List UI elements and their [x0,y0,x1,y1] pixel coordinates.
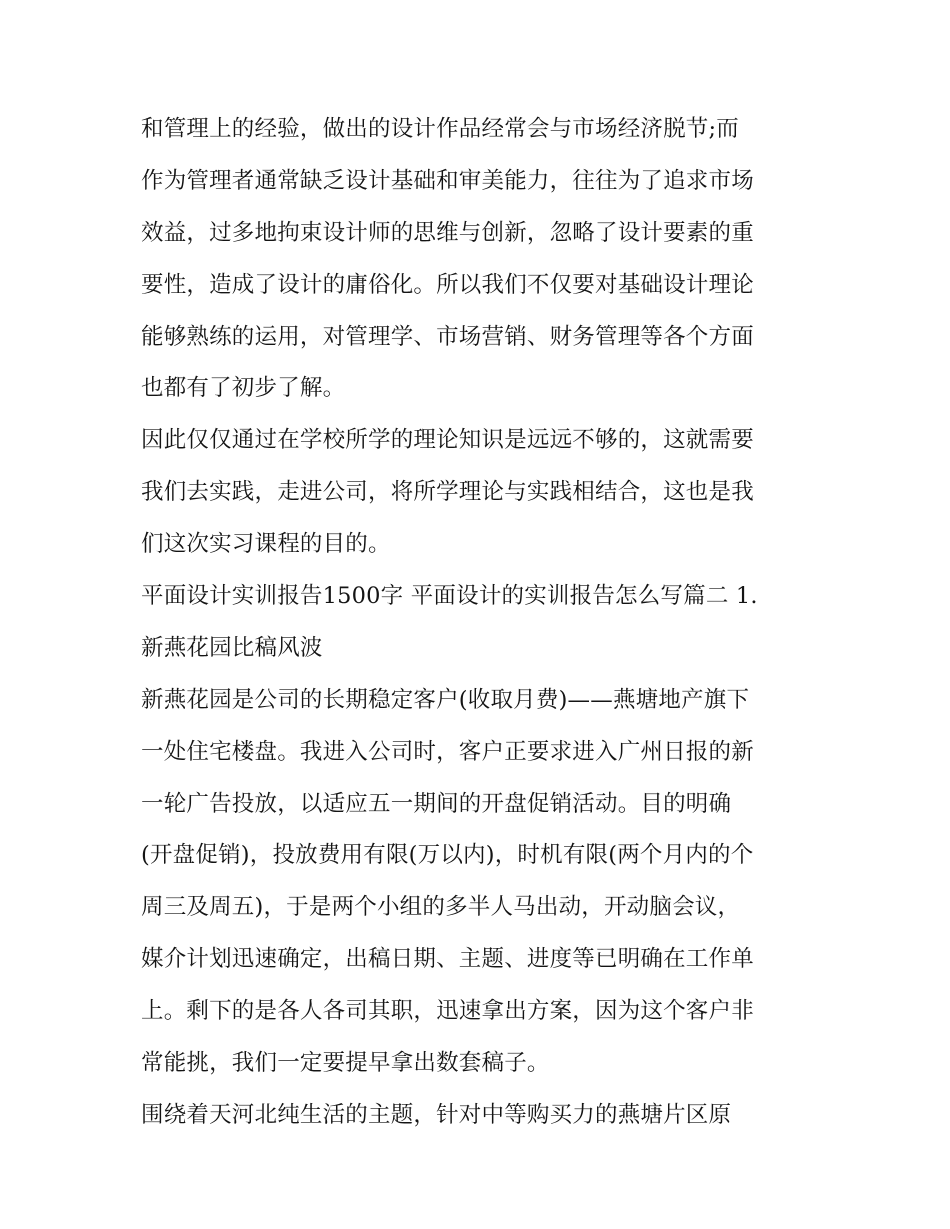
text-line: 能够熟练的运用，对管理学、市场营销、财务管理等各个方面 [141,323,754,350]
text-line: 效益，过多地拘束设计师的思维与创新，忽略了设计要素的重 [141,219,754,246]
text-line: 和管理上的经验，做出的设计作品经常会与市场经济脱节;而 [141,116,739,142]
text-line: 我们去实践，走进公司，将所学理论与实践相结合，这也是我 [141,479,754,506]
section-heading-line: 新燕花园比稿风波 [141,634,323,661]
text-line: 作为管理者通常缺乏设计基础和审美能力，往往为了追求市场 [141,167,754,194]
text-line: 们这次实习课程的目的。 [141,531,391,558]
text-line: 上。剩下的是各人各司其职，迅速拿出方案，因为这个客户非 [141,998,754,1025]
text-line: 一轮广告投放，以适应五一期间的开盘促销活动。目的明确 [141,790,732,817]
text-line: 围绕着天河北纯生活的主题，针对中等购买力的燕塘片区原 [141,1101,732,1128]
text-line: 新燕花园是公司的长期稳定客户(收取月费)——燕塘地产旗下 [141,686,750,713]
text-line: (开盘促销)，投放费用有限(万以内)，时机有限(两个月内的个 [141,842,754,869]
text-line: 周三及周五)，于是两个小组的多半人马出动，开动脑会议， [141,894,741,921]
text-line: 要性，造成了设计的庸俗化。所以我们不仅要对基础设计理论 [141,271,754,298]
document-body [141,104,811,1142]
text-line: 一处住宅楼盘。我进入公司时，客户正要求进入广州日报的新 [141,738,754,765]
text-line: 常能挑，我们一定要提早拿出数套稿子。 [141,1050,550,1077]
text-line: 媒介计划迅速确定，出稿日期、主题、进度等已明确在工作单 [141,946,754,973]
text-line: 也都有了初步了解。 [141,375,346,402]
text-line: 因此仅仅通过在学校所学的理论知识是远远不够的，这就需要 [141,427,754,454]
section-heading-line: 平面设计实训报告1500字 平面设计的实训报告怎么写篇二 1. [141,583,758,610]
